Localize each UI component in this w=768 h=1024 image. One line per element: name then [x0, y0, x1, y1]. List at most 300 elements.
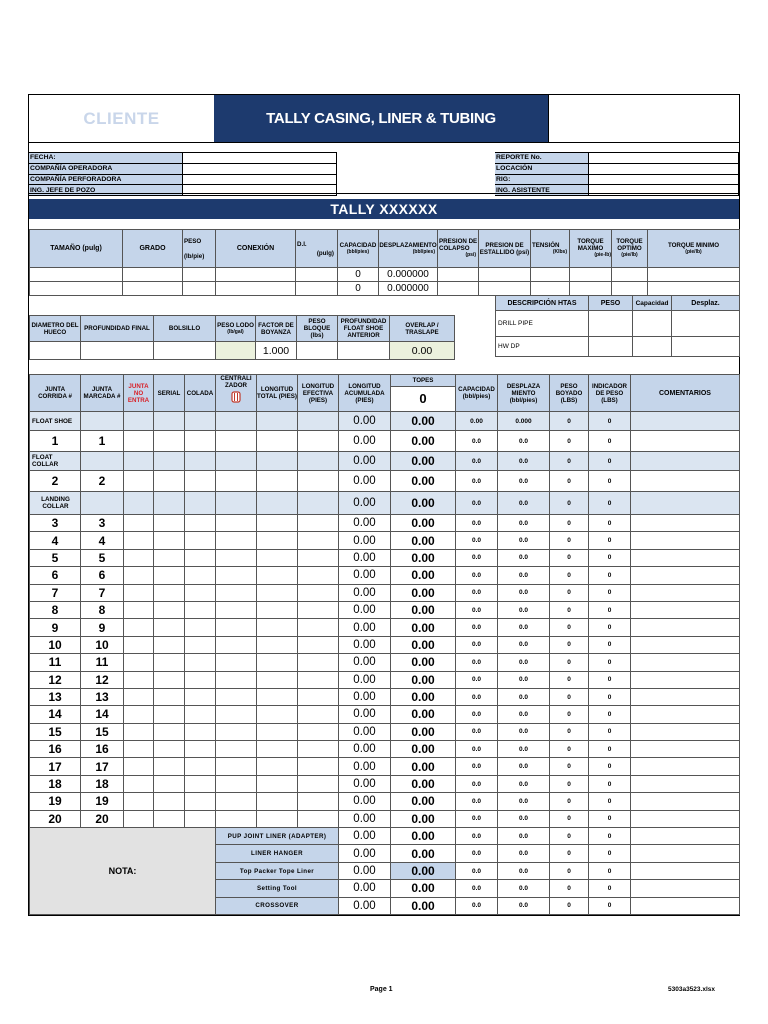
cell[interactable] — [154, 549, 185, 566]
cell[interactable] — [216, 567, 257, 584]
cell[interactable] — [154, 636, 185, 653]
cell[interactable] — [298, 758, 339, 775]
junta-corrida: 7 — [30, 584, 81, 601]
cell[interactable] — [216, 549, 257, 566]
torque-max-unit: (pie-lb) — [594, 252, 611, 258]
info-value[interactable] — [589, 185, 739, 196]
cell[interactable] — [612, 268, 648, 282]
cell[interactable] — [154, 601, 185, 618]
cell[interactable] — [296, 268, 338, 282]
cell[interactable] — [185, 636, 216, 653]
cell[interactable] — [298, 601, 339, 618]
desplazamiento-value: 0.0 — [498, 793, 550, 810]
comentario-cell[interactable] — [631, 636, 740, 653]
cell[interactable] — [298, 793, 339, 810]
comentario-cell[interactable] — [631, 492, 740, 515]
cell[interactable] — [298, 654, 339, 671]
cell[interactable] — [298, 471, 339, 492]
comentario-cell[interactable] — [631, 741, 740, 758]
info-value[interactable] — [182, 174, 336, 185]
cell[interactable] — [257, 758, 298, 775]
cell[interactable] — [298, 775, 339, 792]
comentario-cell[interactable] — [631, 671, 740, 688]
cell[interactable] — [185, 431, 216, 452]
capacidad-value: 0.0 — [456, 775, 498, 792]
cell[interactable] — [216, 412, 257, 431]
cell[interactable] — [124, 412, 154, 431]
cell[interactable] — [185, 723, 216, 740]
topes-value: 0.00 — [391, 880, 456, 897]
cell[interactable] — [257, 723, 298, 740]
junta-corrida: 17 — [30, 758, 81, 775]
cell[interactable] — [298, 671, 339, 688]
cell[interactable] — [154, 412, 185, 431]
junta-corrida: 3 — [30, 515, 81, 532]
cell[interactable] — [257, 706, 298, 723]
cell[interactable] — [633, 337, 672, 357]
peso-boyado-value: 0 — [550, 492, 589, 515]
cell[interactable] — [154, 775, 185, 792]
cell[interactable] — [216, 775, 257, 792]
peso-lodo-input[interactable] — [216, 342, 256, 360]
cell[interactable] — [298, 741, 339, 758]
cell[interactable] — [216, 758, 257, 775]
junta-corrida: 5 — [30, 549, 81, 566]
cell[interactable] — [185, 471, 216, 492]
indicador-value: 0 — [589, 601, 631, 618]
cell[interactable] — [124, 793, 154, 810]
cell[interactable] — [216, 492, 257, 515]
cell[interactable] — [298, 636, 339, 653]
cell[interactable] — [216, 688, 257, 705]
col-desplazamiento — [379, 230, 438, 268]
cell[interactable] — [216, 741, 257, 758]
cell[interactable] — [124, 532, 154, 549]
cell[interactable] — [216, 282, 296, 296]
cell[interactable] — [154, 492, 185, 515]
comentario-cell[interactable] — [631, 688, 740, 705]
junta-marcada: 11 — [81, 654, 124, 671]
cell[interactable] — [183, 282, 216, 296]
cell[interactable] — [257, 471, 298, 492]
cell[interactable] — [438, 282, 479, 296]
cell[interactable] — [123, 282, 183, 296]
cell[interactable] — [154, 688, 185, 705]
cell[interactable] — [589, 337, 633, 357]
table-row — [30, 723, 740, 740]
cell[interactable] — [298, 515, 339, 532]
cell[interactable] — [124, 688, 154, 705]
longitud-acumulada: 0.00 — [339, 515, 391, 532]
report-title: TALLY CASING, LINER & TUBING — [214, 95, 548, 142]
info-value[interactable] — [182, 185, 336, 196]
cell[interactable] — [257, 492, 298, 515]
topes-value: 0.00 — [391, 567, 456, 584]
table-row — [30, 671, 740, 688]
cell[interactable] — [154, 342, 216, 360]
cell[interactable] — [298, 532, 339, 549]
cell[interactable] — [216, 723, 257, 740]
comentario-cell[interactable] — [631, 584, 740, 601]
info-value[interactable] — [589, 163, 739, 174]
cell[interactable] — [298, 810, 339, 827]
cell[interactable] — [154, 741, 185, 758]
desplazamiento-value: 0.0 — [498, 828, 550, 845]
cell[interactable] — [216, 601, 257, 618]
cell[interactable] — [30, 342, 81, 360]
cell[interactable] — [531, 282, 570, 296]
capacidad-value: 0.0 — [456, 654, 498, 671]
cell[interactable] — [154, 758, 185, 775]
comentario-cell[interactable] — [631, 828, 740, 845]
cell[interactable] — [124, 619, 154, 636]
hueco-peso-bloque: PESO BLOQUE (lbs) — [297, 316, 338, 342]
junta-corrida: 15 — [30, 723, 81, 740]
cell[interactable] — [570, 268, 612, 282]
cell[interactable] — [257, 431, 298, 452]
comentario-cell[interactable] — [631, 810, 740, 827]
comentario-cell[interactable] — [631, 775, 740, 792]
table-row — [30, 706, 740, 723]
cell[interactable] — [589, 311, 633, 337]
cell[interactable] — [154, 723, 185, 740]
cell[interactable] — [257, 549, 298, 566]
indicador-value: 0 — [589, 654, 631, 671]
cell[interactable] — [257, 532, 298, 549]
cell[interactable] — [297, 342, 338, 360]
cell[interactable] — [257, 741, 298, 758]
topes-value: 0.00 — [391, 845, 456, 862]
cell[interactable] — [216, 532, 257, 549]
cell[interactable] — [257, 688, 298, 705]
cell[interactable] — [257, 452, 298, 471]
comentario-cell[interactable] — [631, 758, 740, 775]
cell[interactable] — [185, 619, 216, 636]
cell[interactable] — [257, 601, 298, 618]
peso-boyado-value: 0 — [550, 775, 589, 792]
capacidad-value: 0.0 — [456, 828, 498, 845]
cell[interactable] — [648, 268, 740, 282]
cell[interactable] — [124, 706, 154, 723]
comentario-cell[interactable] — [631, 567, 740, 584]
junta-marcada: 4 — [81, 532, 124, 549]
cell[interactable] — [124, 471, 154, 492]
cell[interactable] — [154, 671, 185, 688]
info-label: RIG: — [495, 174, 589, 185]
col-desplazamiento: DESPLAZA MIENTO (bbl/pies) — [498, 375, 550, 412]
cell[interactable] — [154, 515, 185, 532]
comentario-cell[interactable] — [631, 793, 740, 810]
comentario-cell[interactable] — [631, 452, 740, 471]
cell[interactable] — [185, 793, 216, 810]
indicador-value: 0 — [589, 492, 631, 515]
torque-min-label: TORQUE MINIMO — [667, 241, 720, 249]
capacidad-value: 0.0 — [456, 515, 498, 532]
comentario-cell[interactable] — [631, 654, 740, 671]
table-row — [30, 492, 740, 515]
longitud-acumulada: 0.00 — [339, 880, 391, 897]
topes-value[interactable]: 0 — [391, 387, 455, 411]
cell[interactable] — [124, 515, 154, 532]
table-row — [30, 619, 740, 636]
comentario-cell[interactable] — [631, 412, 740, 431]
junta-marcada: 1 — [81, 431, 124, 452]
desplazamiento-value: 0.000000 — [379, 282, 438, 296]
divider — [29, 193, 739, 194]
topes-value: 0.00 — [391, 897, 456, 914]
cell[interactable] — [298, 549, 339, 566]
cell[interactable] — [124, 810, 154, 827]
cell[interactable] — [185, 654, 216, 671]
cell[interactable] — [124, 567, 154, 584]
cell[interactable] — [257, 636, 298, 653]
comentario-cell[interactable] — [631, 471, 740, 492]
cell[interactable] — [124, 492, 154, 515]
table-row — [30, 515, 740, 532]
cell[interactable] — [257, 567, 298, 584]
cell[interactable] — [154, 654, 185, 671]
col-torque-opt — [612, 230, 648, 268]
table-row — [30, 741, 740, 758]
cell[interactable] — [216, 706, 257, 723]
junta-marcada: 7 — [81, 584, 124, 601]
cell[interactable] — [298, 567, 339, 584]
peso-boyado-value: 0 — [550, 880, 589, 897]
table-row — [30, 549, 740, 566]
info-value[interactable] — [182, 163, 336, 174]
cell[interactable] — [124, 758, 154, 775]
comentario-cell[interactable] — [631, 431, 740, 452]
cell[interactable] — [185, 706, 216, 723]
cell[interactable] — [216, 268, 296, 282]
info-value[interactable] — [589, 153, 739, 164]
capacidad-value: 0.0 — [456, 793, 498, 810]
hueco-overlap: OVERLAP / TRASLAPE — [390, 316, 455, 342]
longitud-acumulada: 0.00 — [339, 775, 391, 792]
indicador-value: 0 — [589, 549, 631, 566]
cell[interactable] — [30, 282, 123, 296]
table-row — [30, 793, 740, 810]
comentario-cell[interactable] — [631, 845, 740, 862]
peso-boyado-value: 0 — [550, 828, 589, 845]
cell[interactable] — [124, 775, 154, 792]
cell[interactable] — [338, 342, 390, 360]
cell[interactable] — [185, 688, 216, 705]
capacidad-value: 0.0 — [456, 636, 498, 653]
cell[interactable] — [672, 311, 740, 337]
junta-corrida: 2 — [30, 471, 81, 492]
cell[interactable] — [81, 342, 154, 360]
cell[interactable] — [185, 671, 216, 688]
cell[interactable] — [124, 601, 154, 618]
cell[interactable] — [298, 619, 339, 636]
longitud-acumulada: 0.00 — [339, 828, 391, 845]
torque-opt-unit: (pie/lb) — [621, 252, 638, 258]
capacidad-value: 0.0 — [456, 758, 498, 775]
cell[interactable] — [124, 671, 154, 688]
cell[interactable] — [185, 584, 216, 601]
col-indicador: INDICADOR DE PESO (LBS) — [589, 375, 631, 412]
cell[interactable] — [124, 723, 154, 740]
torque-min-unit: (pie/lb) — [685, 248, 702, 255]
cell[interactable] — [298, 431, 339, 452]
cell[interactable] — [479, 282, 531, 296]
cell[interactable] — [216, 584, 257, 601]
longitud-acumulada: 0.00 — [339, 654, 391, 671]
cell[interactable] — [257, 793, 298, 810]
cell[interactable] — [216, 671, 257, 688]
cell[interactable] — [257, 654, 298, 671]
comentario-cell[interactable] — [631, 897, 740, 914]
cell[interactable] — [185, 452, 216, 471]
cell[interactable] — [257, 810, 298, 827]
cell[interactable] — [185, 412, 216, 431]
cell[interactable] — [124, 741, 154, 758]
cell[interactable] — [216, 452, 257, 471]
cell[interactable] — [124, 452, 154, 471]
info-label: COMPAÑÍA OPERADORA — [29, 163, 182, 174]
comentario-cell[interactable] — [631, 862, 740, 879]
cell[interactable] — [124, 431, 154, 452]
comentario-cell[interactable] — [631, 619, 740, 636]
cell[interactable] — [672, 337, 740, 357]
cell[interactable] — [257, 671, 298, 688]
cell[interactable] — [124, 584, 154, 601]
cell[interactable] — [124, 636, 154, 653]
comentario-cell[interactable] — [631, 723, 740, 740]
cell[interactable] — [298, 412, 339, 431]
cell[interactable] — [298, 452, 339, 471]
cell[interactable] — [154, 584, 185, 601]
capacidad-value: 0.0 — [456, 862, 498, 879]
cell[interactable] — [185, 492, 216, 515]
indicador-value: 0 — [589, 880, 631, 897]
capacidad-value: 0.0 — [456, 492, 498, 515]
cell[interactable] — [216, 636, 257, 653]
cell[interactable] — [298, 688, 339, 705]
cell[interactable] — [154, 810, 185, 827]
junta-corrida: 4 — [30, 532, 81, 549]
capacidad-value: 0.0 — [456, 810, 498, 827]
junta-corrida: 14 — [30, 706, 81, 723]
cell[interactable] — [257, 619, 298, 636]
peso-boyado-value: 0 — [550, 619, 589, 636]
cell[interactable] — [185, 567, 216, 584]
cell[interactable] — [257, 515, 298, 532]
cell[interactable] — [154, 471, 185, 492]
cell[interactable] — [154, 452, 185, 471]
indicador-value: 0 — [589, 775, 631, 792]
cell[interactable] — [438, 268, 479, 282]
topes-value: 0.00 — [391, 688, 456, 705]
cell[interactable] — [185, 549, 216, 566]
junta-marcada: 3 — [81, 515, 124, 532]
cell[interactable] — [298, 492, 339, 515]
info-value[interactable] — [182, 153, 336, 164]
capacidad-value: 0.0 — [456, 741, 498, 758]
cell[interactable] — [185, 810, 216, 827]
table-row — [30, 412, 740, 431]
comentario-cell[interactable] — [631, 549, 740, 566]
cell[interactable] — [154, 793, 185, 810]
cell[interactable] — [124, 654, 154, 671]
peso-boyado-value: 0 — [550, 897, 589, 914]
cell[interactable] — [216, 793, 257, 810]
cell[interactable] — [298, 584, 339, 601]
cell[interactable] — [216, 431, 257, 452]
cell[interactable] — [296, 282, 338, 296]
cell[interactable] — [257, 412, 298, 431]
cell[interactable] — [479, 268, 531, 282]
cell[interactable] — [185, 532, 216, 549]
table-row — [30, 601, 740, 618]
cell[interactable] — [154, 619, 185, 636]
hueco-table — [29, 315, 455, 360]
junta-marcada: 2 — [81, 471, 124, 492]
htas-peso: PESO — [589, 296, 633, 311]
cell[interactable] — [185, 515, 216, 532]
cell[interactable] — [570, 282, 612, 296]
col-peso-boyado: PESO BOYADO (LBS) — [550, 375, 589, 412]
cell[interactable] — [216, 471, 257, 492]
cell[interactable] — [154, 431, 185, 452]
col-long-total: LONGITUD TOTAL (PIES) — [257, 375, 298, 412]
cell[interactable] — [633, 311, 672, 337]
cell[interactable] — [123, 268, 183, 282]
cell[interactable] — [185, 758, 216, 775]
cell[interactable] — [154, 567, 185, 584]
capacidad-value: 0.0 — [456, 671, 498, 688]
cell[interactable] — [216, 654, 257, 671]
col-di — [296, 230, 338, 268]
cell[interactable] — [216, 810, 257, 827]
cell[interactable] — [257, 775, 298, 792]
comentario-cell[interactable] — [631, 601, 740, 618]
cell[interactable] — [30, 268, 123, 282]
cell[interactable] — [298, 723, 339, 740]
cell[interactable] — [612, 282, 648, 296]
indicador-value: 0 — [589, 412, 631, 431]
cell[interactable] — [257, 584, 298, 601]
capacidad-value: 0.0 — [456, 431, 498, 452]
cell[interactable] — [154, 532, 185, 549]
junta-marcada: 20 — [81, 810, 124, 827]
comentario-cell[interactable] — [631, 532, 740, 549]
info-label: LOCACIÓN — [495, 163, 589, 174]
comentario-cell[interactable] — [631, 880, 740, 897]
cell[interactable] — [124, 549, 154, 566]
cell[interactable] — [298, 706, 339, 723]
cell[interactable] — [216, 515, 257, 532]
cell[interactable] — [185, 601, 216, 618]
cell[interactable] — [154, 706, 185, 723]
cell[interactable] — [531, 268, 570, 282]
cell[interactable] — [185, 741, 216, 758]
htas-capacidad: Capacidad — [633, 296, 672, 311]
junta-corrida: 1 — [30, 431, 81, 452]
cell[interactable] — [216, 619, 257, 636]
desplazamiento-value: 0.0 — [498, 471, 550, 492]
cell[interactable] — [185, 775, 216, 792]
comentario-cell[interactable] — [631, 706, 740, 723]
capacidad-label: CAPACIDAD — [339, 241, 377, 249]
cell[interactable] — [183, 268, 216, 282]
comentario-cell[interactable] — [631, 515, 740, 532]
info-value[interactable] — [589, 174, 739, 185]
indicador-value: 0 — [589, 452, 631, 471]
capacidad-value: 0.0 — [456, 532, 498, 549]
cell[interactable] — [648, 282, 740, 296]
